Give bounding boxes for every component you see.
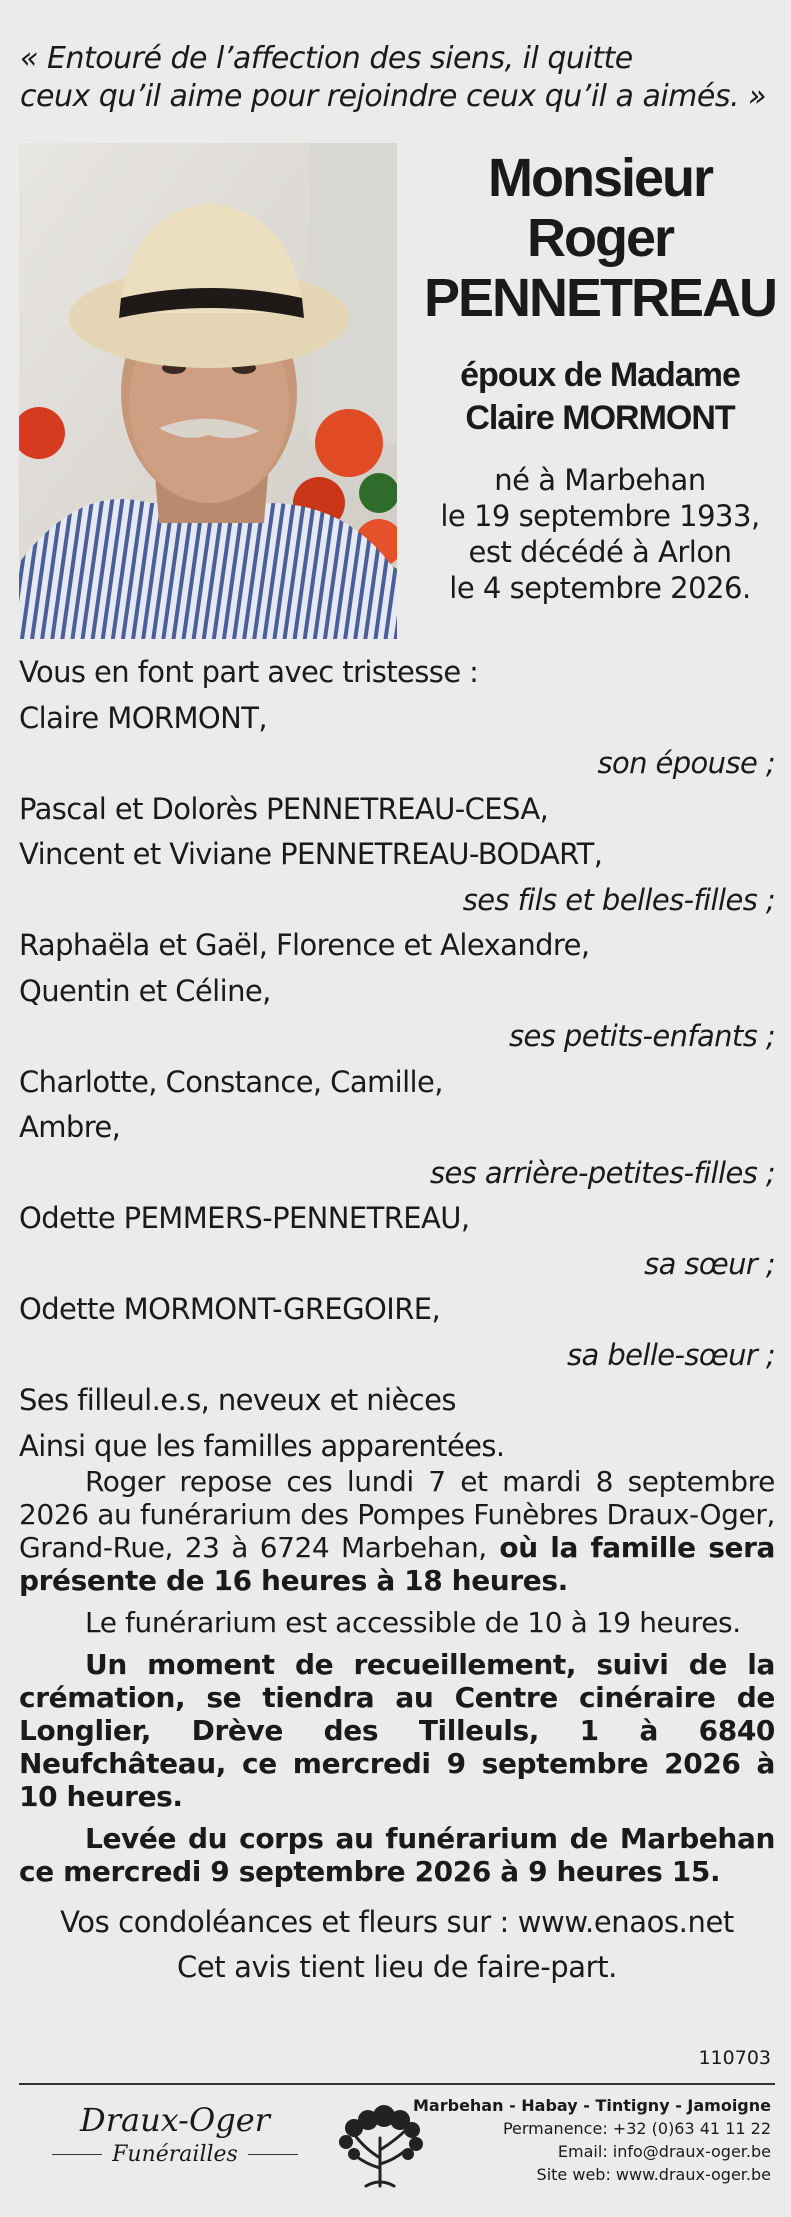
- header-block: [420, 148, 780, 606]
- birth-death-info: [420, 462, 780, 606]
- notice-text: Cet avis tient lieu de faire-part.: [177, 1950, 617, 1984]
- honorific-title: Monsieur: [487, 148, 713, 208]
- birth-line: né à Marbehan: [494, 463, 706, 497]
- brand-name: Draux-Oger: [80, 2101, 270, 2139]
- epigraph-quote: [20, 40, 780, 116]
- viewing-text: Roger repose ces lundi 7 et mardi 8 septembre 2026 au funérarium des Pompes Funèbres Draux-Oger, Grand-Rue, 23 à 6724 Marbehan,: [19, 1465, 775, 1564]
- portrait-photo: [19, 143, 397, 639]
- family-member: Ainsi que les familles apparentées.: [19, 1428, 505, 1463]
- family-member: Charlotte, Constance, Camille,: [19, 1064, 443, 1099]
- relationship-label: son épouse ;: [597, 746, 775, 780]
- family-member: Ambre,: [19, 1110, 121, 1144]
- family-rows: [19, 696, 775, 1470]
- brand-rule-right: [248, 2154, 298, 2155]
- quote-line-2: ceux qu’il aime pour rejoindre ceux qu’il a aimés. »: [20, 79, 767, 114]
- birth-date-line: le 19 septembre 1933,: [440, 499, 760, 533]
- relationship-label: ses fils et belles-filles ;: [462, 882, 775, 917]
- spouse-info: [420, 354, 780, 440]
- death-place-line: est décédé à Arlon: [468, 535, 732, 569]
- last-name: PENNETREAU: [423, 268, 777, 328]
- contact-info: [411, 2094, 771, 2186]
- death-date-line: le 4 septembre 2026.: [449, 571, 751, 605]
- spouse-line-1: époux de Madame: [460, 356, 740, 394]
- relationship-label: ses petits-enfants ;: [509, 1019, 775, 1053]
- reference-number: 110703: [698, 2047, 771, 2069]
- family-member: Odette PEMMERS-PENNETREAU,: [19, 1201, 470, 1235]
- website-url[interactable]: Site web: www.draux-oger.be: [536, 2165, 771, 2184]
- cremation-paragraph: Un moment de recueillement, suivi de la crémation, se tiendra au Centre cinéraire de Longlier, Drève des Tilleuls, 1 à 6840 Neufchâteau, ce mercredi 9 septembre 2026 à 10 heures.: [19, 1648, 775, 1813]
- spouse-line-2: Claire MORMONT: [465, 399, 735, 437]
- family-member: Ses filleul.e.s, neveux et nièces: [19, 1383, 456, 1417]
- family-member: Quentin et Céline,: [19, 973, 271, 1008]
- footer-divider: [19, 2083, 775, 2085]
- first-name: Roger: [526, 208, 673, 268]
- funeral-home-logo: [40, 2100, 310, 2167]
- brand-subtitle: Funérailles: [112, 2142, 238, 2167]
- brand-rule-left: [52, 2154, 102, 2155]
- relationship-label: sa belle-sœur ;: [567, 1337, 775, 1372]
- family-intro: Vous en font part avec tristesse :: [19, 655, 479, 689]
- relationship-label: sa sœur ;: [644, 1246, 775, 1281]
- phone-number: Permanence: +32 (0)63 41 11 22: [502, 2119, 771, 2138]
- viewing-paragraph: [19, 1465, 775, 1597]
- family-member: Pascal et Dolorès PENNETREAU-CESA,: [19, 791, 549, 826]
- family-presence-text: où la famille sera présente de 16 heures à 18 heures.: [19, 1531, 776, 1597]
- quote-line-1: « Entouré de l’affection des siens, il quitte: [20, 41, 633, 76]
- family-member: Raphaëla et Gaël, Florence et Alexandre,: [19, 928, 590, 962]
- family-member: Claire MORMONT,: [19, 700, 267, 735]
- service-details: [19, 1465, 775, 1990]
- condolences-link[interactable]: Vos condoléances et fleurs sur : www.enaos.net: [60, 1905, 734, 1939]
- departure-paragraph: Levée du corps au funérarium de Marbehan ce mercredi 9 septembre 2026 à 9 heures 15.: [19, 1822, 775, 1888]
- family-member: Vincent et Viviane PENNETREAU-BODART,: [19, 837, 603, 871]
- funerarium-hours: Le funérarium est accessible de 10 à 19 heures.: [85, 1606, 741, 1639]
- relationship-label: ses arrière-petites-filles ;: [429, 1155, 775, 1190]
- family-list: [19, 650, 775, 1469]
- email-address[interactable]: Email: info@draux-oger.be: [557, 2142, 771, 2161]
- family-member: Odette MORMONT-GREGOIRE,: [19, 1292, 441, 1326]
- branch-towns: Marbehan - Habay - Tintigny - Jamoigne: [413, 2096, 771, 2115]
